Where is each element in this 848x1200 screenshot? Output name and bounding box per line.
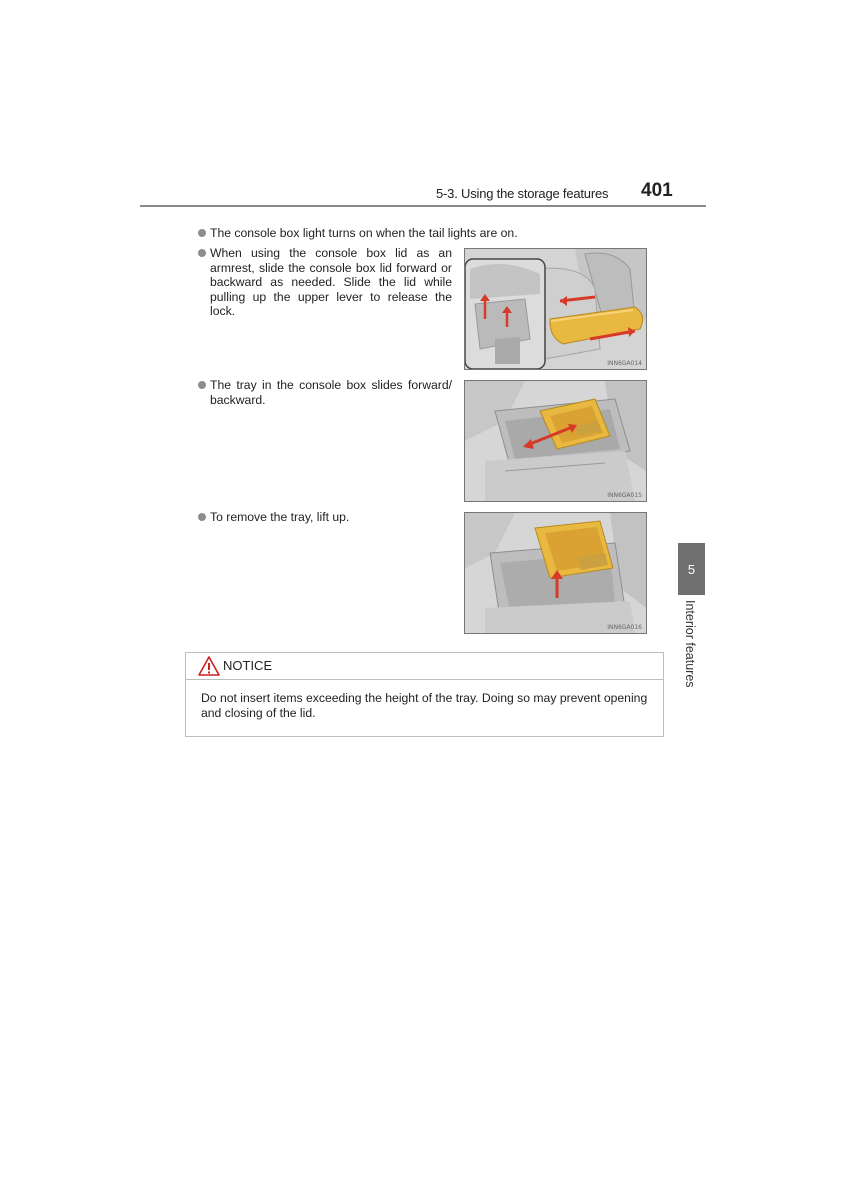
warning-icon bbox=[198, 656, 220, 676]
figure-code: INN6GA016 bbox=[607, 624, 642, 631]
notice-text: Do not insert items exceeding the height of the tray. Doing so may prevent opening and closing of the lid. bbox=[201, 691, 648, 720]
section-title: 5-3. Using the storage features bbox=[436, 186, 609, 201]
bullet-item-armrest bbox=[198, 246, 452, 319]
figure-code: INN6GA015 bbox=[607, 492, 642, 499]
figure-code: INN6GA014 bbox=[607, 360, 642, 367]
bullet-icon bbox=[198, 249, 206, 257]
header-divider bbox=[140, 205, 706, 207]
bullet-text: The console box light turns on when the tail lights are on. bbox=[210, 226, 518, 240]
chapter-tab[interactable] bbox=[678, 543, 705, 595]
chapter-number: 5 bbox=[687, 561, 696, 577]
notice-title: NOTICE bbox=[223, 658, 273, 673]
bullet-text: When using the console box lid as an armrest, slide the console box lid forward or backward as needed. Slide the lid while pulling up the upper lever to release the lock. bbox=[210, 246, 452, 319]
figure-tray-remove bbox=[464, 512, 647, 634]
notice-box bbox=[185, 652, 664, 737]
chapter-label: Interior features bbox=[683, 600, 697, 688]
tray-remove-illustration bbox=[465, 513, 646, 633]
notice-header bbox=[186, 653, 663, 680]
bullet-item-tray-remove bbox=[198, 510, 452, 525]
bullet-item-tray-slide bbox=[198, 378, 452, 407]
figure-armrest-lid bbox=[464, 248, 647, 370]
bullet-icon bbox=[198, 229, 206, 237]
bullet-text: To remove the tray, lift up. bbox=[210, 510, 350, 524]
tray-slide-illustration bbox=[465, 381, 646, 501]
bullet-icon bbox=[198, 381, 206, 389]
bullet-item-light bbox=[198, 226, 518, 241]
bullet-icon bbox=[198, 513, 206, 521]
armrest-illustration bbox=[465, 249, 646, 369]
bullet-text: The tray in the console box slides forward/ backward. bbox=[210, 378, 452, 407]
page-number: 401 bbox=[641, 180, 673, 201]
figure-tray-slide bbox=[464, 380, 647, 502]
